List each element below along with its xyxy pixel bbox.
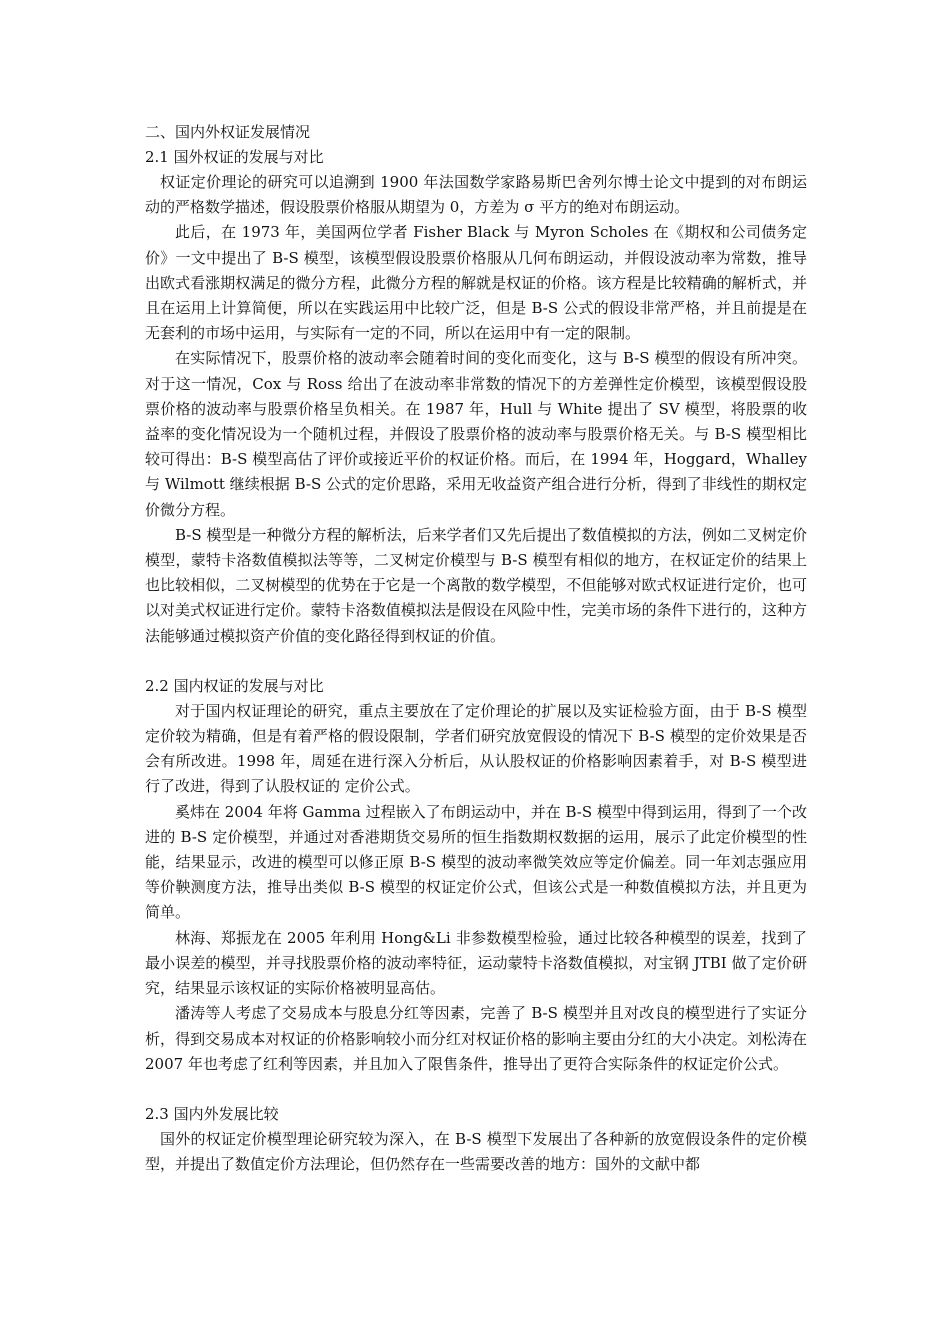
paragraph: 权证定价理论的研究可以追溯到 1900 年法国数学家路易斯巴舍列尔博士论文中提到的对布朗运动的严格数学描述，假设股票价格服从期望为 0，方差为 σ 平方的绝对布朗运动。 bbox=[145, 173, 807, 217]
paragraph: 国外的权证定价模型理论研究较为深入，在 B-S 模型下发展出了各种新的放宽假设条件的定价模型，并提出了数值定价方法理论，但仍然存在一些需要改善的地方：国外的文献中都 bbox=[145, 1129, 807, 1174]
paragraph: 林海、郑振龙在 2005 年利用 Hong&Li 非参数模型检验，通过比较各种模型的误差，找到了最小误差的模型，并寻找股票价格的波动率特征，运动蒙特卡洛数值模拟，对宝钢 JTBI 做了定价研究，结果显示该权证的实际价格被明显高估。 bbox=[145, 928, 807, 998]
paragraph: 潘涛等人考虑了交易成本与股息分红等因素，完善了 B-S 模型并且对改良的模型进行了实证分析，得到交易成本对权证的价格影响较小而分红对权证价格的影响主要由分红的大小决定。刘松涛在 2007 年也考虑了红利等因素，并且加入了限售条件，推导出了更符合实际条件的权证定价公式。 bbox=[145, 1004, 807, 1073]
paragraph: 对于国内权证理论的研究，重点主要放在了定价理论的扩展以及实证检验方面，由于 B-S 模型定价较为精确，但是有着严格的假设限制，学者们研究放宽假设的情况下 B-S 模型的定价效果是否会有所改进。1998 年，周延在进行深入分析后，从认股权证的价格影响因素着手，对 B-S 模型进行了改进，得到了认股权证的 定价公式。 bbox=[145, 701, 807, 796]
paragraph: 奚炜在 2004 年将 Gamma 过程嵌入了布朗运动中，并在 B-S 模型中得到运用，得到了一个改进的 B-S 定价模型，并通过对香港期货交易所的恒生指数期权数据的运用，展示了此定价模型的性能，结果显示，改进的模型可以修正原 B-S 模型的波动率微笑效应等定价偏差。同一年刘志强应用等价鞅测度方法，推导出类似 B-S 模型的权证定价公式，但该公式是一种数值模拟方法，并且更为简单。 bbox=[145, 802, 807, 922]
paragraph: 此后，在 1973 年，美国两位学者 Fisher Black 与 Myron Scholes 在《期权和公司债务定价》一文中提出了 B-S 模型，该模型假设股票价格服从几何布朗运动，并假设波动率为常数，推导出欧式看涨期权满足的微分方程，此微分方程的解就是权证的价格。该方程是比较精确的解析式，并且在运用上计算简便，所以在实践运用中比较广泛，但是 B-S 公式的假设非常严格，并且前提是在无套利的市场中运用，与实际有一定的不同，所以在运用中有一定的限制。 bbox=[145, 223, 807, 343]
spacer bbox=[145, 1077, 807, 1102]
subsection-heading-2-1: 2.1 国外权证的发展与对比 bbox=[145, 148, 324, 166]
document-page bbox=[145, 120, 807, 1177]
paragraph: B-S 模型是一种微分方程的解析法，后来学者们又先后提出了数值模拟的方法，例如二叉树定价模型，蒙特卡洛数值模拟法等等，二叉树定价模型与 B-S 模型有相似的地方，在权证定价的结果上也比较相似，二叉树模型的优势在于它是一个离散的数学模型，不但能够对欧式权证进行定价，也可以对美式权证进行定价。蒙特卡洛数值模拟法是假设在风险中性，完美市场的条件下进行的，这种方法能够通过模拟资产价值的变化路径得到权证的价值。 bbox=[145, 525, 807, 645]
subsection-heading-2-3: 2.3 国内外发展比较 bbox=[145, 1104, 279, 1123]
subsection-heading-2-2: 2.2 国内权证的发展与对比 bbox=[145, 676, 324, 695]
section-title: 二、国内外权证发展情况 bbox=[145, 123, 311, 141]
spacer bbox=[145, 649, 807, 674]
paragraph: 在实际情况下，股票价格的波动率会随着时间的变化而变化，这与 B-S 模型的假设有所冲突。对于这一情况，Cox 与 Ross 给出了在波动率非常数的情况下的方差弹性定价模型，该模型假设股票价格的波动率与股票价格呈负相关。在 1987 年，Hull 与 White 提出了 SV 模型，将股票的收益率的变化情况设为一个随机过程，并假设了股票价格的波动率与股票价格无关。与 B-S 模型相比较可得出：B-S 模型高估了评价或接近平价的权证价格。而后，在 1994 年，Hoggard，Whalley 与 Wilmott 继续根据 B-S 公式的定价思路，采用无收益资产组合进行分析，得到了非线性的期权定价微分方程。 bbox=[145, 349, 807, 519]
